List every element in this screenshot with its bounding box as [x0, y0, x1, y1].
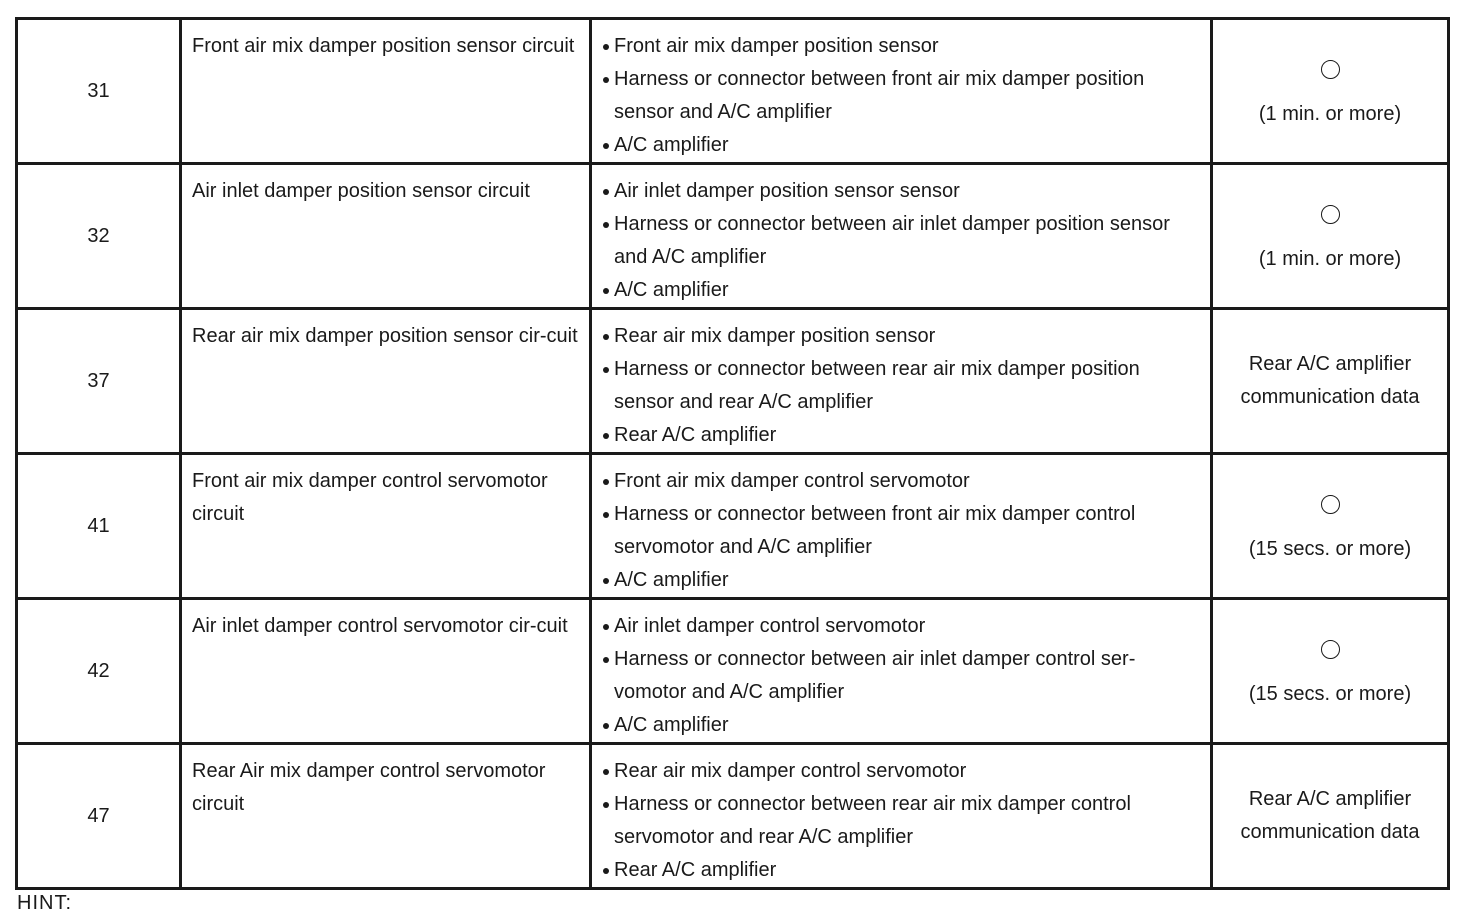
- trouble-area-item: Air inlet damper position sensor sensor: [601, 175, 1202, 208]
- memory-cell: [1212, 744, 1449, 889]
- memory-condition: (1 min. or more): [1258, 102, 1402, 125]
- dtc-code-cell: [17, 599, 181, 744]
- diagnosis-table: [15, 17, 1450, 890]
- dtc-code: 32: [87, 224, 110, 247]
- detection-item: Air inlet damper position sensor circuit: [181, 164, 591, 309]
- trouble-area-item: Rear A/C amplifier: [601, 854, 1202, 887]
- trouble-area-cell: [591, 454, 1212, 599]
- memory-cell: [1212, 164, 1449, 309]
- trouble-area-item: A/C amplifier: [601, 564, 1202, 597]
- trouble-area-item: Harness or connector between air inlet damper position sensor and A/C amplifier: [601, 208, 1202, 274]
- table-row: [17, 454, 1449, 599]
- trouble-area-item: A/C amplifier: [601, 129, 1202, 162]
- trouble-area-item: Harness or connector between rear air mix damper control servomotor and rear A/C amplifier: [601, 788, 1202, 854]
- trouble-area-item: Rear air mix damper control servomotor: [601, 755, 1202, 788]
- memory-condition: Rear A/C amplifier communication data: [1240, 353, 1420, 408]
- trouble-area-item: Air inlet damper control servomotor: [601, 610, 1202, 643]
- dtc-code: 37: [87, 369, 110, 392]
- memory-cell: [1212, 19, 1449, 164]
- table-row: [17, 744, 1449, 889]
- trouble-area-item: Harness or connector between air inlet damper control ser-vomotor and A/C amplifier: [601, 643, 1202, 709]
- trouble-area-list: [601, 610, 1202, 742]
- trouble-area-cell: [591, 309, 1212, 454]
- trouble-area-list: [601, 465, 1202, 597]
- trouble-area-list: [601, 320, 1202, 452]
- detection-item: Front air mix damper control servomotor circuit: [181, 454, 591, 599]
- table-row: [17, 19, 1449, 164]
- memory-circle-icon: [1321, 60, 1340, 79]
- memory-cell: [1212, 309, 1449, 454]
- dtc-code: 47: [87, 804, 110, 827]
- trouble-area-cell: [591, 164, 1212, 309]
- detection-item: Rear air mix damper position sensor cir-cuit: [181, 309, 591, 454]
- table-row: [17, 164, 1449, 309]
- memory-circle-icon: [1321, 205, 1340, 224]
- detection-item: Front air mix damper position sensor circuit: [181, 19, 591, 164]
- detection-item: Air inlet damper control servomotor cir-cuit: [181, 599, 591, 744]
- trouble-area-cell: [591, 19, 1212, 164]
- dtc-code-cell: [17, 309, 181, 454]
- trouble-area-list: [601, 755, 1202, 887]
- dtc-code-cell: [17, 454, 181, 599]
- dtc-code-cell: [17, 744, 181, 889]
- trouble-area-item: Rear A/C amplifier: [601, 419, 1202, 452]
- hint-heading: HINT:: [17, 892, 72, 914]
- memory-condition: (15 secs. or more): [1248, 682, 1412, 705]
- trouble-area-cell: [591, 744, 1212, 889]
- trouble-area-item: A/C amplifier: [601, 709, 1202, 742]
- dtc-code: 42: [87, 659, 110, 682]
- memory-circle-icon: [1321, 495, 1340, 514]
- trouble-area-cell: [591, 599, 1212, 744]
- memory-condition: (15 secs. or more): [1248, 537, 1412, 560]
- trouble-area-item: Front air mix damper position sensor: [601, 30, 1202, 63]
- trouble-area-item: Harness or connector between front air mix damper position sensor and A/C amplifier: [601, 63, 1202, 129]
- dtc-code: 41: [87, 514, 110, 537]
- memory-condition: (1 min. or more): [1258, 247, 1402, 270]
- table-row: [17, 309, 1449, 454]
- memory-circle-icon: [1321, 640, 1340, 659]
- table-row: [17, 599, 1449, 744]
- detection-item: Rear Air mix damper control servomotor circuit: [181, 744, 591, 889]
- dtc-code-cell: [17, 164, 181, 309]
- dtc-code-cell: [17, 19, 181, 164]
- trouble-area-item: Rear air mix damper position sensor: [601, 320, 1202, 353]
- trouble-area-item: Harness or connector between front air mix damper control servomotor and A/C amplifier: [601, 498, 1202, 564]
- memory-cell: [1212, 454, 1449, 599]
- trouble-area-item: Front air mix damper control servomotor: [601, 465, 1202, 498]
- dtc-code: 31: [87, 79, 110, 102]
- trouble-area-item: Harness or connector between rear air mix damper position sensor and rear A/C amplifier: [601, 353, 1202, 419]
- trouble-area-item: A/C amplifier: [601, 274, 1202, 307]
- trouble-area-list: [601, 30, 1202, 162]
- memory-cell: [1212, 599, 1449, 744]
- memory-condition: Rear A/C amplifier communication data: [1240, 788, 1420, 843]
- trouble-area-list: [601, 175, 1202, 307]
